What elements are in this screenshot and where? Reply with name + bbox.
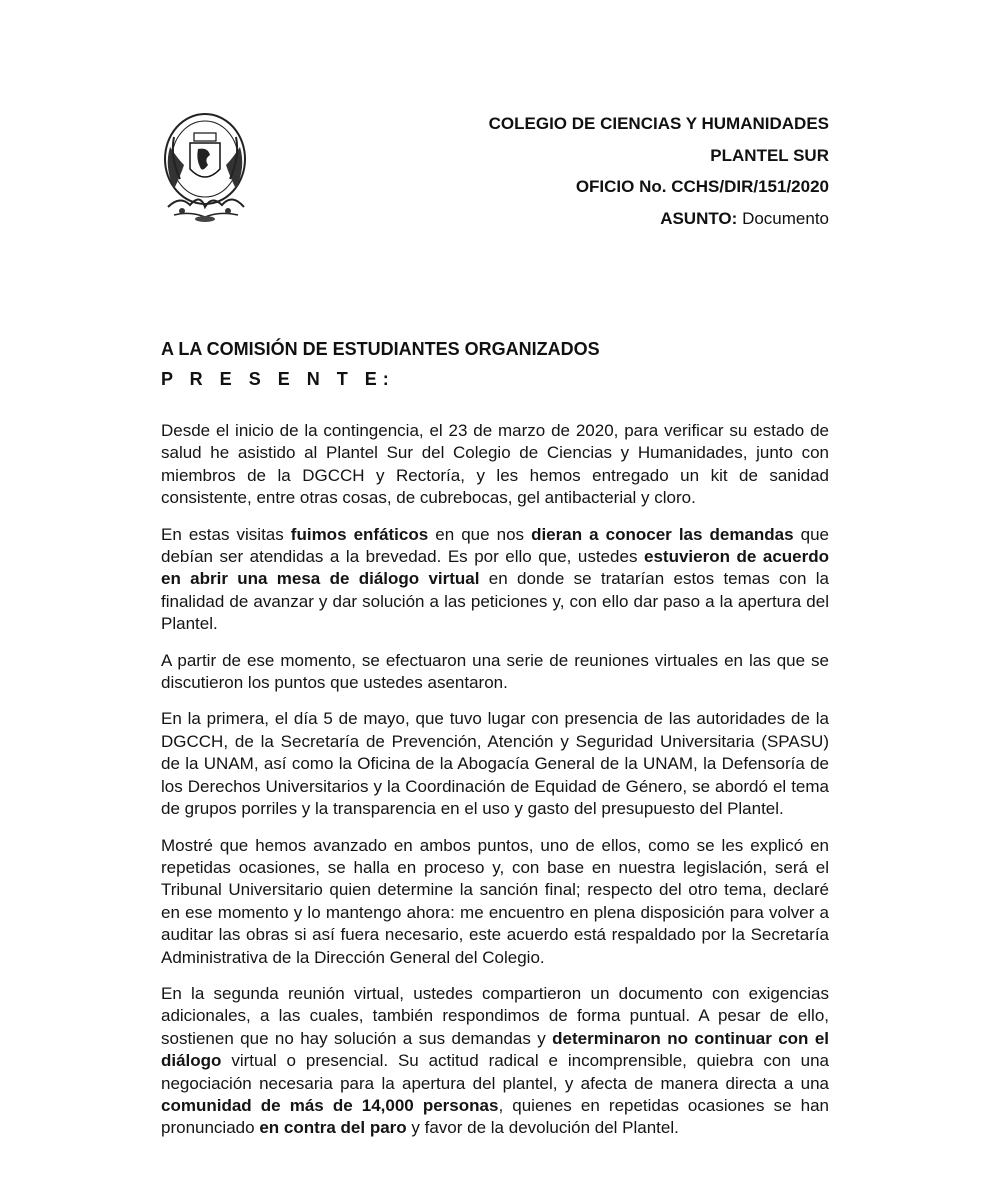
letter-body — [161, 420, 829, 1154]
paragraph-1: Desde el inicio de la contingencia, el 23 de marzo de 2020, para verificar su estado de salud he asistido al Plantel Sur del Colegio de Ciencias y Humanidades, junto con miembros de la DGCCH y Rectoría, y les hemos entregado un kit de sanidad consistente, entre otras cosas, de cubrebocas, gel antibacterial y cloro. — [161, 421, 829, 508]
subject-line — [489, 203, 829, 235]
subject-label: ASUNTO: — [660, 208, 738, 228]
paragraph-6-text: y favor de la devolución del Plantel. — [406, 1118, 679, 1138]
paragraph-2-text: en donde se tratarían estos temas con la finalidad de avanzar y dar solución a las peticiones y, con ello dar paso a la apertura del Plantel. — [161, 569, 829, 634]
paragraph-6-text: virtual o presencial. Su actitud radical e incomprensible, quiebra con una negociación necesaria para la apertura del plantel, y afecta de manera directa a una — [161, 1051, 829, 1093]
paragraph-5: Mostré que hemos avanzado en ambos puntos, uno de ellos, como se les explicó en repetidas ocasiones, se halla en proceso y, con base en nuestra legislación, será el Tribunal Universitario quien determine la sanción final; respecto del otro tema, declaré en ese momento y lo mantengo ahora: me encuentro en plena disposición para volver a auditar las obras si así fuera necesario, este acuerdo está respaldado por la Secretaría Administrativa de la Dirección General del Colegio. — [161, 835, 829, 967]
paragraph-6-text: , quienes en repetidas ocasiones se han pronunciado — [161, 1095, 829, 1138]
paragraph-3: A partir de ese momento, se efectuaron una serie de reuniones virtuales en las que se discutieron los puntos que ustedes asentaron. — [161, 650, 829, 693]
paragraph-6-emphasis: en contra del paro — [259, 1118, 407, 1138]
campus-name: PLANTEL SUR — [710, 145, 829, 165]
paragraph-6 — [161, 983, 829, 1140]
unam-seal-icon — [160, 107, 250, 227]
paragraph-2 — [161, 524, 829, 636]
paragraph-6-emphasis: determinaron no continuar con el diálogo — [161, 1028, 829, 1071]
document-reference: OFICIO No. CCHS/DIR/151/2020 — [575, 177, 829, 196]
paragraph-2-text: que debían ser atendidas a la brevedad. Es por ello que, ustedes — [161, 524, 830, 567]
paragraph-2-text: en que nos — [428, 524, 532, 544]
paragraph-4: En la primera, el día 5 de mayo, que tuvo lugar con presencia de las autoridades de la DGCCH, de la Secretaría de Prevención, Atención y Seguridad Universitaria (SPASU) de la UNAM, así como la Oficina de la Abogacía General de la UNAM, la Defensoría de los Derechos Universitarios y la Coordinación de Equidad de Género, se abordó el tema de grupos porriles y la transparencia en el uso y gasto del presupuesto del Plantel. — [161, 709, 829, 819]
paragraph-2-emphasis: fuimos enfáticos — [290, 524, 429, 544]
addressee-block — [161, 334, 600, 394]
presente-line: P R E S E N T E: — [161, 369, 395, 389]
paragraph-2-emphasis: dieran a conocer las demandas — [531, 524, 794, 544]
subject-value: Documento — [742, 208, 829, 228]
paragraph-6-text: En la segunda reunión virtual, ustedes compartieron un documento con exigencias adicionales, a las cuales, también respondimos de forma puntual. A pesar de ello, sostienen que no hay solución a sus demandas y — [161, 983, 829, 1048]
paragraph-6-emphasis: comunidad de más de 14,000 personas — [161, 1095, 499, 1115]
institution-name: COLEGIO DE CIENCIAS Y HUMANIDADES — [488, 114, 829, 133]
paragraph-2-emphasis: estuvieron de acuerdo en abrir una mesa de diálogo virtual — [161, 547, 830, 589]
paragraph-2-text: En estas visitas — [161, 524, 291, 544]
letter-header — [489, 108, 829, 234]
addressee-name: A LA COMISIÓN DE ESTUDIANTES ORGANIZADOS — [161, 339, 600, 359]
